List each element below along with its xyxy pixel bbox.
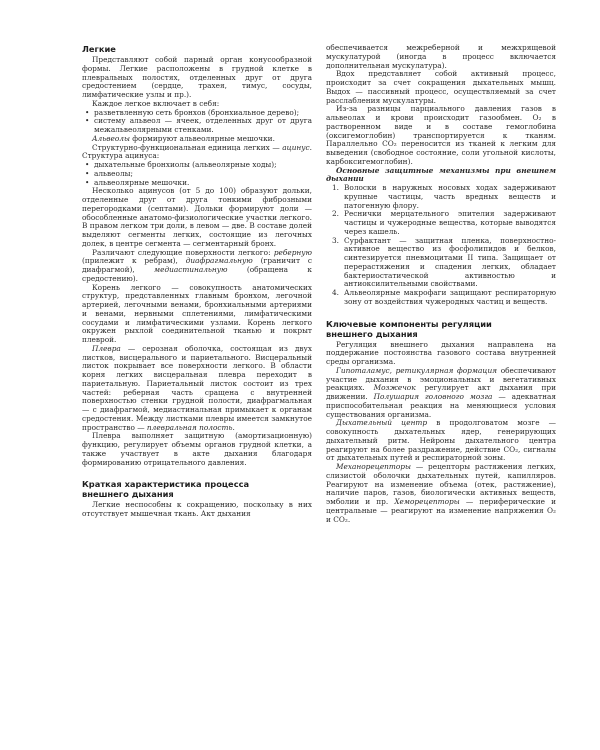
paragraph: Легкие неспособны к сокращению, поскольку в них отсутствует мышечная ткань. Акт дыхания (82, 500, 312, 518)
subheading-protective-mechanisms: Основные защитные механизмы при внешнем дыхании (326, 165, 556, 184)
list-item: 3. Сурфактант — защитная пленка, поверхностно-активное вещество из фосфолипидов и белков, синтезируется пневмоцитами II типа. Защищает от перерастяжения и спадения легких, обладает бактериостатической активностью и антиоксилительными свойствами. (332, 235, 556, 289)
paragraph: Регуляция внешнего дыхания направлена на поддержание постоянства газового состава внутренней среды организма. (326, 339, 556, 366)
list-item: • альвеолы; (94, 170, 312, 179)
paragraph: Различают следующие поверхности легкого: реберную (прилежит к ребрам), диафрагмальную (граничит с диафрагмой), медиастинальную (обращена к средостению). (82, 247, 312, 283)
list-item: 4. Альвеолярные макрофаги защищают респираторную зону от воздействия чужеродных частиц и веществ. (332, 288, 556, 306)
paragraph: Дыхательный центр в продолговатом мозге — совокупность дыхательных ядер, генерирующих дыхательный ритм. Нейроны дыхательного центра реагируют на более раздражение, действие CO₂, сигналы от дыхательных путей и респираторной зоны. (326, 418, 556, 463)
paragraph: обеспечивается межреберной и межхрящевой мускулатурой (иногда в процесс включается дополнительная мускулатура). (326, 43, 556, 70)
heading-brief-characteristics: Краткая характеристика процесса внешнего дыхания (82, 479, 250, 500)
numbered-list-protective (326, 184, 556, 307)
bullet-list-acinus (82, 161, 312, 187)
paragraph: Несколько ацинусов (от 5 до 100) образуют дольки, отделенные друг от друга тонкими фиброзными перегородками (септами). Дольки формируют доли — обособленные анатомо-физиологические участки легкого. В правом легком три доли, в левом — две. В составе долей выделяют сегменты легких, состоящие из легочных долек, в центре сегмента — сегментарный бронх. (82, 186, 312, 248)
paragraph: Представляют собой парный орган конусообразной формы. Легкие расположены в грудной клетке в плевральных полостях, отделенных друг от друга средостением (сердце, трахея, тимус, сосуды, лимфатические узлы и пр.). (82, 55, 312, 99)
heading-lungs: Легкие (82, 44, 116, 54)
paragraph: Гипоталамус, ретикулярная формация обеспечивают участие дыхания в эмоциональных и вегетативных реакциях. Мозжечок регулирует акт дыхания при движении. Полушария головного мозга — адекватная приспособительная реакция на меняющиеся условия существования организма. (326, 365, 557, 419)
paragraph: Каждое легкое включает в себя: (92, 98, 220, 108)
paragraph: Структурно-функциональная единица легких — ацинус. Структура ацинуса: (82, 142, 312, 161)
italic-term: Альвеолы (92, 133, 130, 143)
list-item: 1. Волоски в наружных носовых ходах задерживают крупные частицы, часть вредных веществ и патогенную флору. (332, 183, 556, 210)
paragraph: Плевра — серозная оболочка, состоящая из двух листков, висцерального и париетального. Висцеральный листок покрывает все поверхности легкого. В области корня легких висцеральная плевра переходит в париетальную. Париетальный листок состоит из трех частей: реберная часть сращена с внутренней поверхностью стенки грудной полости, диафрагмальная — с диафрагмой, медиастинальная примыкает к органам средостения. Между листками плевры имеется замкнутое пространство — плевральная полость. (82, 343, 312, 432)
paragraph: Механорецепторы — рецепторы растяжения легких, слизистой оболочки дыхательных путей, капилляров. Реагируют на изменение объема (отек, растяжение), наличие паров, газов, биологически активных веществ, эмболии и пр. Хеморецепторы — периферические и центральные — реагируют на изменение напряжения O₂ и CO₂. (326, 462, 556, 524)
right-column (326, 44, 556, 750)
paragraph: Из-за разницы парциального давления газов в альвеолах и крови происходит газообмен. O₂ в растворенном виде и в составе гемоглобина (оксигемоглобин) транспортируется к тканям. Параллельно CO₂ переносится из тканей к легким для выведения (свободное состояние, соли угольной кислоты, карбоксигемоглобин). (326, 104, 556, 166)
list-item: • дыхательные бронхиолы (альвеолярные ходы); (94, 161, 312, 170)
italic-term: ацинус (282, 142, 310, 152)
list-item: • разветвленную сеть бронхов (бронхиальное дерево); (94, 109, 312, 118)
paragraph: Альвеолы формируют альвеолярные мешочки. (92, 133, 275, 143)
paragraph: Плевра выполняет защитную (амортизационную) функцию, регулирует объемы органов грудной клетки, а также участвует в акте дыхания благодаря формированию отрицательного давления. (82, 431, 312, 467)
list-item: • систему альвеол — ячеек, отделенных друг от друга межальвеолярными стенками. (94, 117, 312, 135)
left-column (82, 44, 312, 750)
paragraph: Корень легкого — совокупность анатомических структур, представленных главным бронхом, легочной артерией, легочными венами, бронхиальными артериями и венами, нервными сплетениями, лимфатическими сосудами и лимфатическими узлами. Корень легкого окружен рыхлой соединительной тканью и покрыт плеврой. (82, 282, 312, 344)
bullet-list-lung-parts (82, 109, 312, 135)
heading-regulation-components: Ключевые компоненты регуляции внешнего дыхания (326, 318, 492, 339)
list-item: • альвеолярные мешочки. (94, 179, 312, 188)
paragraph: Вдох представляет собой активный процесс, происходит за счет сокращения дыхательных мышц. Выдох — пассивный процесс, осуществляемый за счет расслабления мускулатуры. (326, 69, 556, 105)
list-item: 2. Реснички мерцательного эпителия задерживают частицы и чужеродные вещества, которые выводятся через кашель. (332, 209, 556, 236)
